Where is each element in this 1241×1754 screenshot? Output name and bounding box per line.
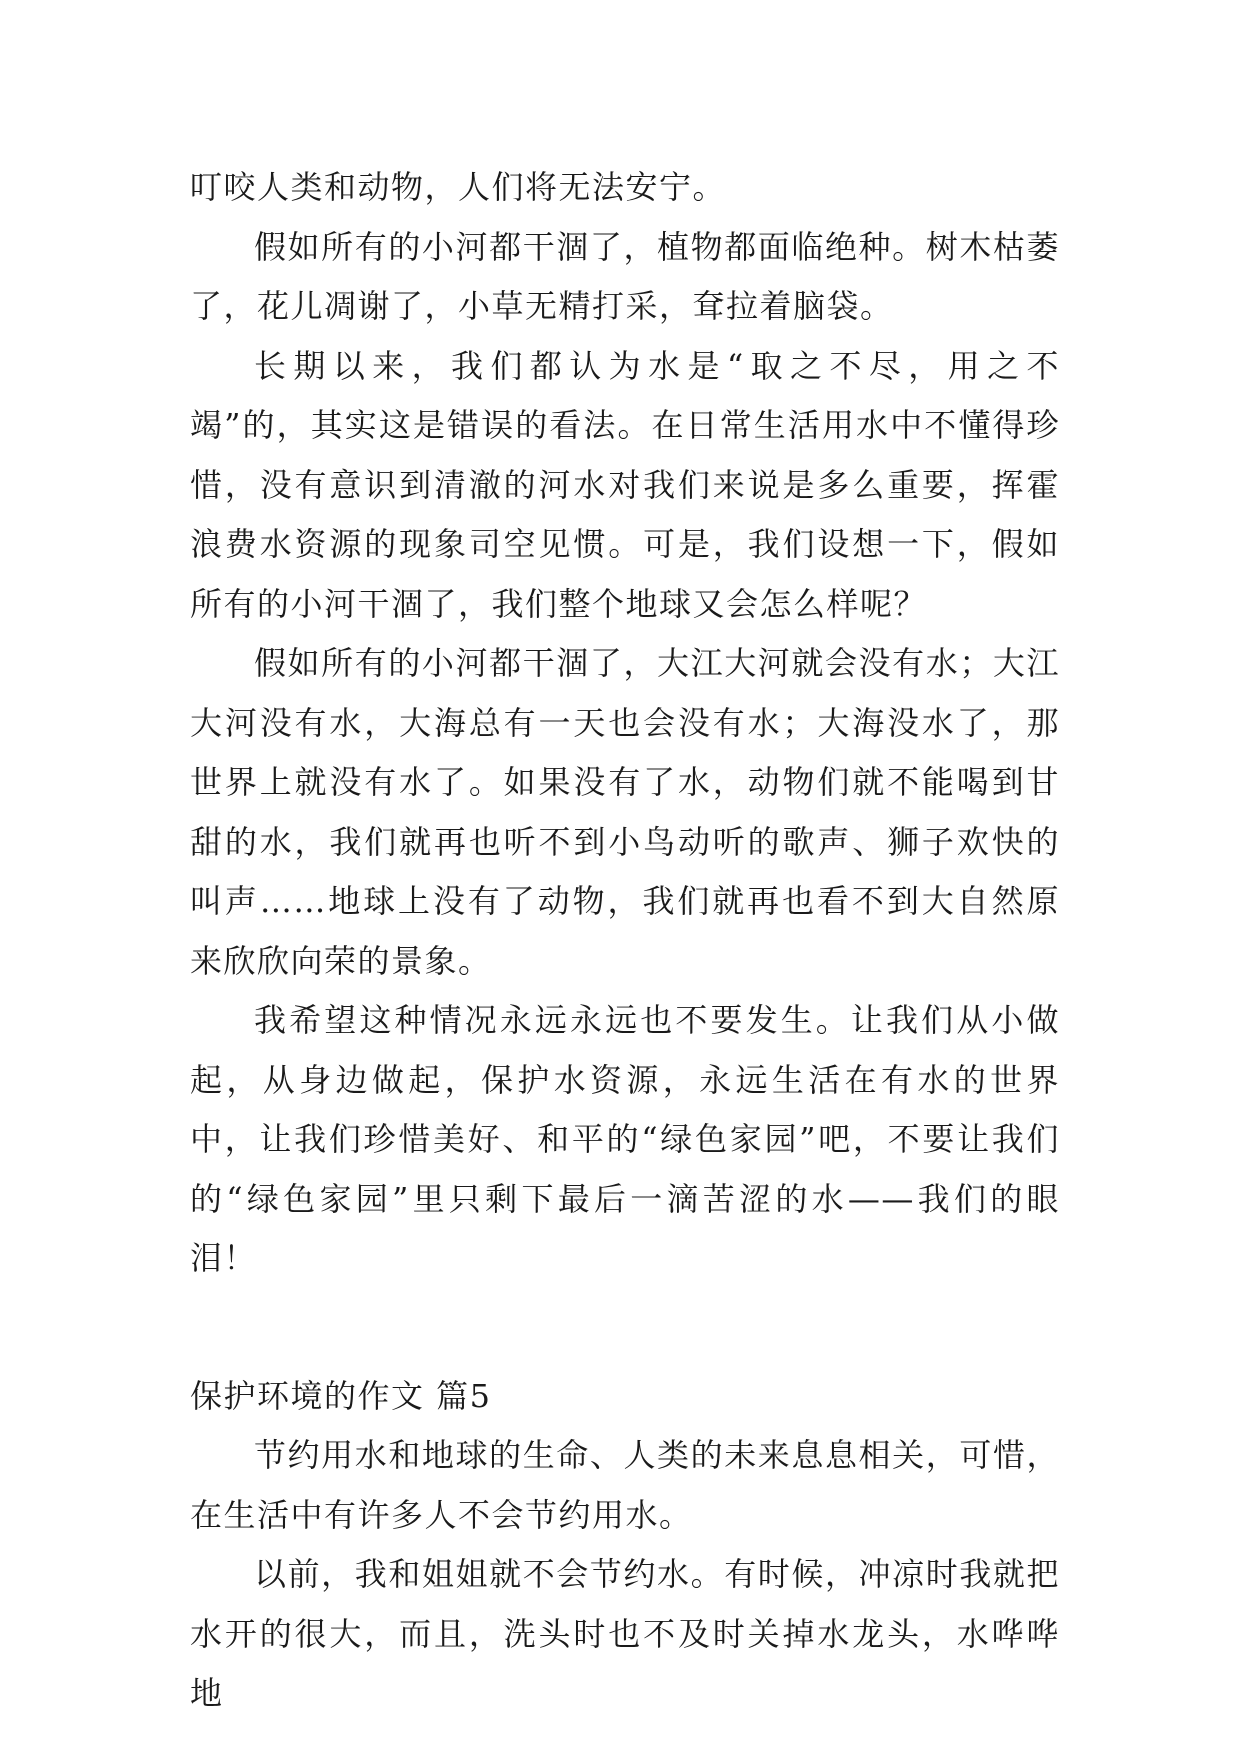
document-body — [190, 158, 1060, 1724]
paragraph: 长期以来，我们都认为水是“取之不尽，用之不竭”的，其实这是错误的看法。在日常生活用水中不懂得珍惜，没有意识到清澈的河水对我们来说是多么重要，挥霍浪费水资源的现象司空见惯。可是，我们设想一下，假如所有的小河干涸了，我们整个地球又会怎么样呢？ — [190, 346, 1060, 623]
paragraph: 节约用水和地球的生命、人类的未来息息相关，可惜，在生活中有许多人不会节约用水。 — [190, 1436, 1060, 1534]
section-heading: 保护环境的作文 篇5 — [190, 1376, 492, 1415]
paragraph: 以前，我和姐姐就不会节约水。有时候，冲凉时我就把水开的很大，而且，洗头时也不及时关掉水龙头，水哗哗地 — [190, 1555, 1060, 1712]
paragraph: 假如所有的小河都干涸了，植物都面临绝种。树木枯萎了，花儿凋谢了，小草无精打采，耷拉着脑袋。 — [190, 227, 1060, 325]
paragraph: 我希望这种情况永远永远也不要发生。让我们从小做起，从身边做起，保护水资源，永远生活在有水的世界中，让我们珍惜美好、和平的“绿色家园”吧，不要让我们的“绿色家园”里只剩下最后一滴苦涩的水——我们的眼泪！ — [190, 1001, 1060, 1277]
section-spacer — [190, 1289, 1060, 1367]
paragraph: 假如所有的小河都干涸了，大江大河就会没有水；大江大河没有水，大海总有一天也会没有水；大海没水了，那世界上就没有水了。如果没有了水，动物们就不能喝到甘甜的水，我们就再也听不到小鸟动听的歌声、狮子欢快的叫声……地球上没有了动物，我们就再也看不到大自然原来欣欣向荣的景象。 — [190, 644, 1060, 980]
paragraph: 叮咬人类和动物，人们将无法安宁。 — [190, 168, 727, 206]
